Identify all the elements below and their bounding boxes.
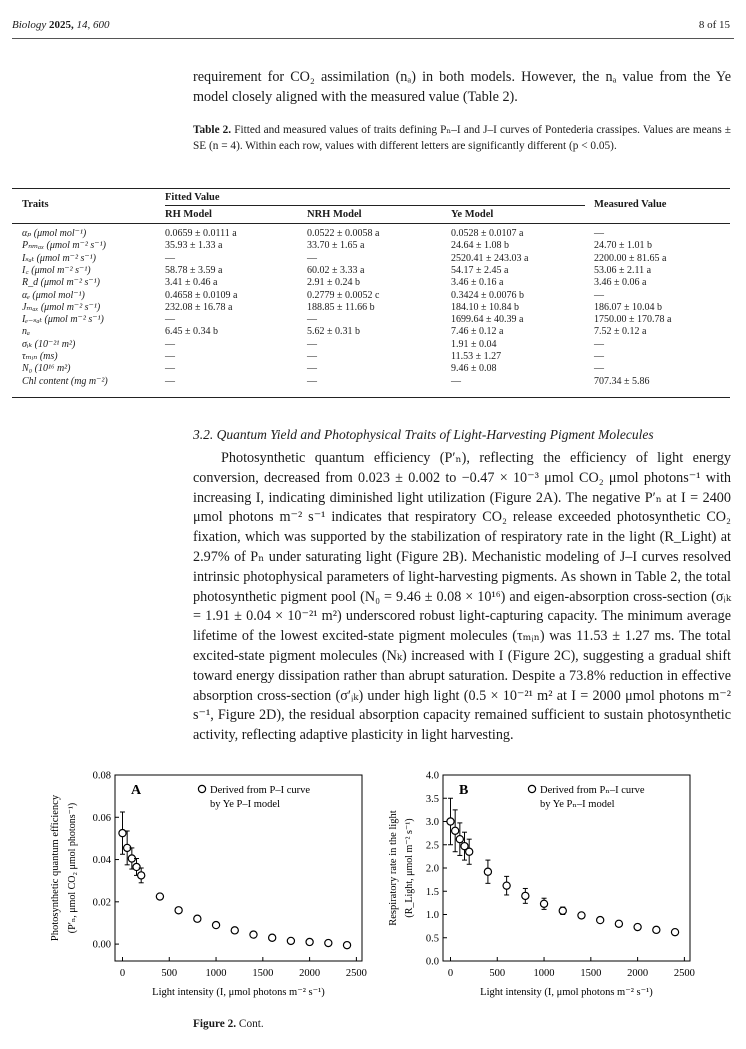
table-caption-text: Fitted and measured values of traits defining Pₙ–I and J–I curves of Pontederia crassipes. Values are means ± SE (n = 4). Within each row, values with different letters are significantly different (p < 0.05).	[193, 124, 732, 152]
x-tick-label: 500	[489, 968, 506, 979]
table-cell-trait: nₐ	[22, 326, 30, 338]
x-tick-label: 2000	[627, 968, 649, 979]
y-tick-label: 0.5	[425, 933, 439, 945]
journal-year: 2025,	[48, 19, 74, 31]
data-point	[212, 921, 219, 928]
table-cell-rh: 0.4658 ± 0.0109 a	[165, 289, 238, 301]
panel-label: A	[131, 783, 142, 798]
table-cell-trait: Pₙₘₐₓ (μmol m⁻² s⁻¹)	[22, 240, 106, 252]
y-tick-label: 2.0	[425, 863, 439, 875]
table-cell-nrh: 60.02 ± 3.33 a	[307, 264, 365, 276]
table-cell-measured: —	[594, 228, 604, 239]
data-point	[250, 931, 257, 938]
table-header-measured: Measured Value	[594, 199, 667, 210]
x-tick-label: 1500	[252, 968, 274, 979]
data-point	[653, 926, 660, 933]
table-cell-nrh: —	[307, 338, 317, 350]
table-cell-trait: Iₑ₋ₛₐₜ (μmol m⁻² s⁻¹)	[22, 314, 104, 326]
table-cell-measured: 53.06 ± 2.11 a	[594, 264, 652, 276]
table-cell-trait: Jₘₐₓ (μmol m⁻² s⁻¹)	[22, 301, 101, 313]
table-cell-nrh: 2.91 ± 0.24 b	[307, 277, 360, 289]
table-cell-rh: —	[165, 338, 175, 350]
table-cell-ye: 7.46 ± 0.12 a	[451, 326, 504, 338]
table-cell-measured: 2200.00 ± 81.65 a	[594, 252, 667, 264]
table-cell-nrh: 188.85 ± 11.66 b	[307, 301, 375, 313]
body-paragraph: Photosynthetic quantum efficiency (P′ₙ), reflecting the efficiency of light energy conversion, decreased from 0.023 ± 0.002 to −0.47 × 10⁻³ μmol CO₂ μmol photons⁻¹ with increasing I, indicating diminished light utilization (Figure 2A). The negative P′ₙ at I = 2400 μmol photons m⁻² s⁻¹ indicates that respiratory CO₂ release exceeded photosynthetic CO₂ fixation, which was supported by the stabilization of respiratory rate in the light (R_Light) at 2.97% of Pₙ under saturating light (Figure 2B). Mechanistic modeling of J–I curves resolved intrinsic photophysical parameters of light-harvesting pigments. As shown in Table 2, the total photosynthetic pigment pool (N₀ = 9.46 ± 0.08 × 10¹⁶) and eigen-absorption cross-section (σᵢₖ = 1.91 ± 0.04 × 10⁻²¹ m²) underscored robust light-capturing capacity. The minimum average lifetime of the lowest excited-state pigment molecules (τₘᵢₙ) was 11.53 ± 1.27 ms. The total excited-state pigment molecules (Nₖ) increased with I (Figure 2C), suggesting a gradual shift toward energy dissipation rather than abrupt saturation. Despite a 73.8% reduction in effective absorption cross-section (σ′ᵢₖ) under high light (0.5 × 10⁻²¹ m² at I = 2000 μmol photons m⁻² s⁻¹, Figure 2D), the residual absorption capacity remained sufficient to sustain photosynthetic activity, reflecting adaptive plasticity in light harvesting.	[193, 450, 731, 744]
x-axis-label: Light intensity (I, μmol photons m⁻² s⁻¹)	[152, 987, 325, 998]
data-point	[447, 818, 454, 825]
table-cell-trait: σᵢₖ (10⁻²¹ m²)	[22, 338, 76, 350]
x-axis-label: Light intensity (I, μmol photons m⁻² s⁻¹)	[480, 987, 653, 998]
data-point	[343, 942, 350, 949]
table-cell-nrh: 0.0522 ± 0.0058 a	[307, 228, 380, 239]
data-point	[578, 912, 585, 919]
table-header-rh: RH Model	[165, 209, 212, 220]
chart-panel-a	[50, 771, 367, 999]
data-point	[466, 848, 473, 855]
y-tick-label: 3.0	[425, 817, 439, 828]
section-title: 3.2. Quantum Yield and Photophysical Traits of Light-Harvesting Pigment Molecules	[193, 427, 654, 442]
table-cell-ye: 1.91 ± 0.04	[451, 338, 497, 350]
table-cell-measured: 7.52 ± 0.12 a	[594, 326, 647, 338]
table-cell-ye: 184.10 ± 10.84 b	[451, 301, 519, 313]
table-cell-ye: 11.53 ± 1.27	[451, 351, 502, 362]
y-tick-label: 0.04	[92, 855, 111, 867]
y-tick-label: 1.5	[425, 886, 439, 898]
journal-name: Biology	[12, 19, 47, 31]
table-cell-measured: 1750.00 ± 170.78 a	[594, 314, 672, 326]
table-cell-trait: N₀ (10¹⁶ m²)	[22, 363, 71, 375]
table-cell-trait: Chl content (mg m⁻²)	[22, 375, 108, 387]
table-cell-ye: 3.46 ± 0.16 a	[451, 277, 504, 289]
table-cell-measured: —	[594, 338, 604, 350]
table-cell-ye: 9.46 ± 0.08	[451, 363, 497, 375]
chart-panel-b	[388, 771, 695, 999]
x-tick-label: 0	[447, 968, 454, 979]
data-point	[634, 923, 641, 930]
table-cell-nrh: 5.62 ± 0.31 b	[307, 326, 360, 338]
table-cell-trait: αₚ (μmol mol⁻¹)	[22, 228, 87, 239]
table-cell-rh: 232.08 ± 16.78 a	[165, 301, 233, 313]
table-cell-trait: Iₛₐₜ (μmol m⁻² s⁻¹)	[22, 252, 96, 264]
legend-marker	[198, 785, 205, 792]
data-point	[269, 934, 276, 941]
table-header-nrh: NRH Model	[307, 209, 362, 220]
table-cell-measured: —	[594, 363, 604, 375]
table-cell-rh: —	[165, 314, 175, 326]
table-cell-rh: 3.41 ± 0.46 a	[165, 277, 218, 289]
y-tick-label: 2.5	[425, 840, 439, 852]
table-cell-trait: I꜀ (μmol m⁻² s⁻¹)	[22, 264, 91, 276]
y-tick-label: 0.06	[92, 812, 111, 824]
data-point	[138, 872, 145, 879]
data-point	[456, 836, 463, 843]
table-cell-rh: —	[165, 375, 175, 387]
table-cell-ye: 0.3424 ± 0.0076 b	[451, 289, 524, 301]
table-cell-ye: 1699.64 ± 40.39 a	[451, 314, 524, 326]
x-tick-label: 1500	[580, 968, 602, 979]
x-tick-label: 0	[119, 968, 126, 979]
data-point	[133, 863, 140, 870]
x-tick-label: 2500	[673, 968, 695, 979]
table-header-traits: Traits	[22, 199, 49, 210]
data-point	[540, 900, 547, 907]
y-tick-label: 0.02	[92, 897, 111, 909]
table-cell-rh: 0.0659 ± 0.0111 a	[165, 228, 237, 239]
table-header-fitted: Fitted Value	[165, 192, 220, 203]
table-header-rule	[12, 223, 730, 224]
data-point	[559, 907, 566, 914]
data-point	[306, 938, 313, 945]
legend-marker	[528, 785, 535, 792]
panel-label: B	[459, 783, 469, 798]
running-header-journal	[12, 19, 109, 31]
data-point	[156, 893, 163, 900]
data-point	[615, 920, 622, 927]
table-caption	[193, 123, 731, 154]
table-cell-ye: —	[451, 375, 461, 387]
figure-caption-label: Figure 2.	[193, 1018, 237, 1030]
y-axis-label: Photosynthetic quantum efficiency	[50, 794, 61, 942]
table-cell-nrh: —	[307, 375, 317, 387]
legend-text-line1: Derived from Pₙ–I curve	[540, 785, 645, 796]
data-point	[671, 929, 678, 936]
table-cell-measured: 24.70 ± 1.01 b	[594, 240, 652, 252]
table-fitted-rule	[165, 205, 585, 206]
data-point	[231, 927, 238, 934]
y-axis-label: Respiratory rate in the light	[388, 810, 399, 926]
table-top-rule	[12, 188, 730, 189]
x-tick-label: 2500	[345, 968, 367, 979]
table-caption-label: Table 2.	[193, 124, 232, 136]
x-tick-label: 1000	[205, 968, 227, 979]
table-cell-nrh: —	[307, 351, 317, 362]
legend-text-line2: by Ye P–I model	[210, 799, 281, 810]
table-cell-rh: 35.93 ± 1.33 a	[165, 240, 223, 252]
table-cell-measured: —	[594, 351, 604, 362]
table-cell-measured: 707.34 ± 5.86	[594, 375, 650, 387]
table-cell-trait: αₑ (μmol mol⁻¹)	[22, 289, 85, 301]
data-point	[503, 882, 510, 889]
y-tick-label: 0.0	[425, 956, 439, 968]
legend-text-line2: by Ye Pₙ–I model	[540, 799, 615, 810]
table-cell-rh: 58.78 ± 3.59 a	[165, 264, 223, 276]
table-cell-nrh: —	[307, 363, 317, 375]
table-cell-ye: 54.17 ± 2.45 a	[451, 264, 509, 276]
table-cell-nrh: —	[307, 252, 317, 264]
data-point	[522, 892, 529, 899]
intro-paragraph: requirement for CO₂ assimilation (nₐ) in both models. However, the nₐ value from the Ye model closely aligned with the measured value (Table 2).	[193, 69, 731, 105]
data-point	[597, 916, 604, 923]
y-axis-label-units: (P′ₙ, μmol CO₂ μmol photons⁻¹)	[67, 802, 78, 934]
table-cell-rh: 6.45 ± 0.34 b	[165, 326, 218, 338]
table-cell-rh: —	[165, 351, 175, 362]
table-cell-trait: τₘᵢₙ (ms)	[22, 351, 58, 362]
data-point	[325, 939, 332, 946]
y-tick-label: 3.5	[425, 793, 439, 805]
data-point	[287, 937, 294, 944]
table-cell-nrh: —	[307, 314, 317, 326]
header-rule	[12, 38, 734, 39]
table-cell-measured: —	[594, 289, 604, 301]
x-tick-label: 2000	[299, 968, 321, 979]
table-cell-nrh: 0.2779 ± 0.0052 c	[307, 289, 380, 301]
table-cell-ye: 0.0528 ± 0.0107 a	[451, 228, 524, 239]
table-cell-rh: —	[165, 363, 175, 375]
table-bottom-rule	[12, 397, 730, 398]
y-axis-label-units: (R_Light, μmol m⁻² s⁻¹)	[404, 818, 415, 918]
x-tick-label: 500	[161, 968, 178, 979]
journal-volume: 14, 600	[76, 19, 110, 31]
y-tick-label: 0.08	[92, 770, 111, 782]
x-tick-label: 1000	[533, 968, 555, 979]
y-tick-label: 0.00	[92, 939, 111, 951]
table-cell-nrh: 33.70 ± 1.65 a	[307, 240, 365, 252]
table-cell-measured: 186.07 ± 10.04 b	[594, 301, 662, 313]
y-tick-label: 1.0	[425, 910, 439, 921]
table-cell-measured: 3.46 ± 0.06 a	[594, 277, 647, 289]
table-cell-ye: 2520.41 ± 243.03 a	[451, 252, 529, 264]
table-cell-rh: —	[165, 252, 175, 264]
table-header-ye: Ye Model	[451, 209, 494, 220]
legend-text-line1: Derived from P–I curve	[210, 785, 311, 796]
figure-caption-text: Cont.	[238, 1018, 264, 1030]
figure-2-charts	[0, 760, 746, 1015]
page-number: 8 of 15	[698, 19, 730, 31]
figure-caption	[193, 1018, 264, 1030]
data-point	[194, 915, 201, 922]
data-point	[484, 868, 491, 875]
table-cell-trait: R_d (μmol m⁻² s⁻¹)	[22, 277, 100, 289]
data-point	[452, 827, 459, 834]
y-tick-label: 4.0	[425, 770, 439, 782]
table-cell-ye: 24.64 ± 1.08 b	[451, 240, 509, 252]
data-point	[175, 907, 182, 914]
